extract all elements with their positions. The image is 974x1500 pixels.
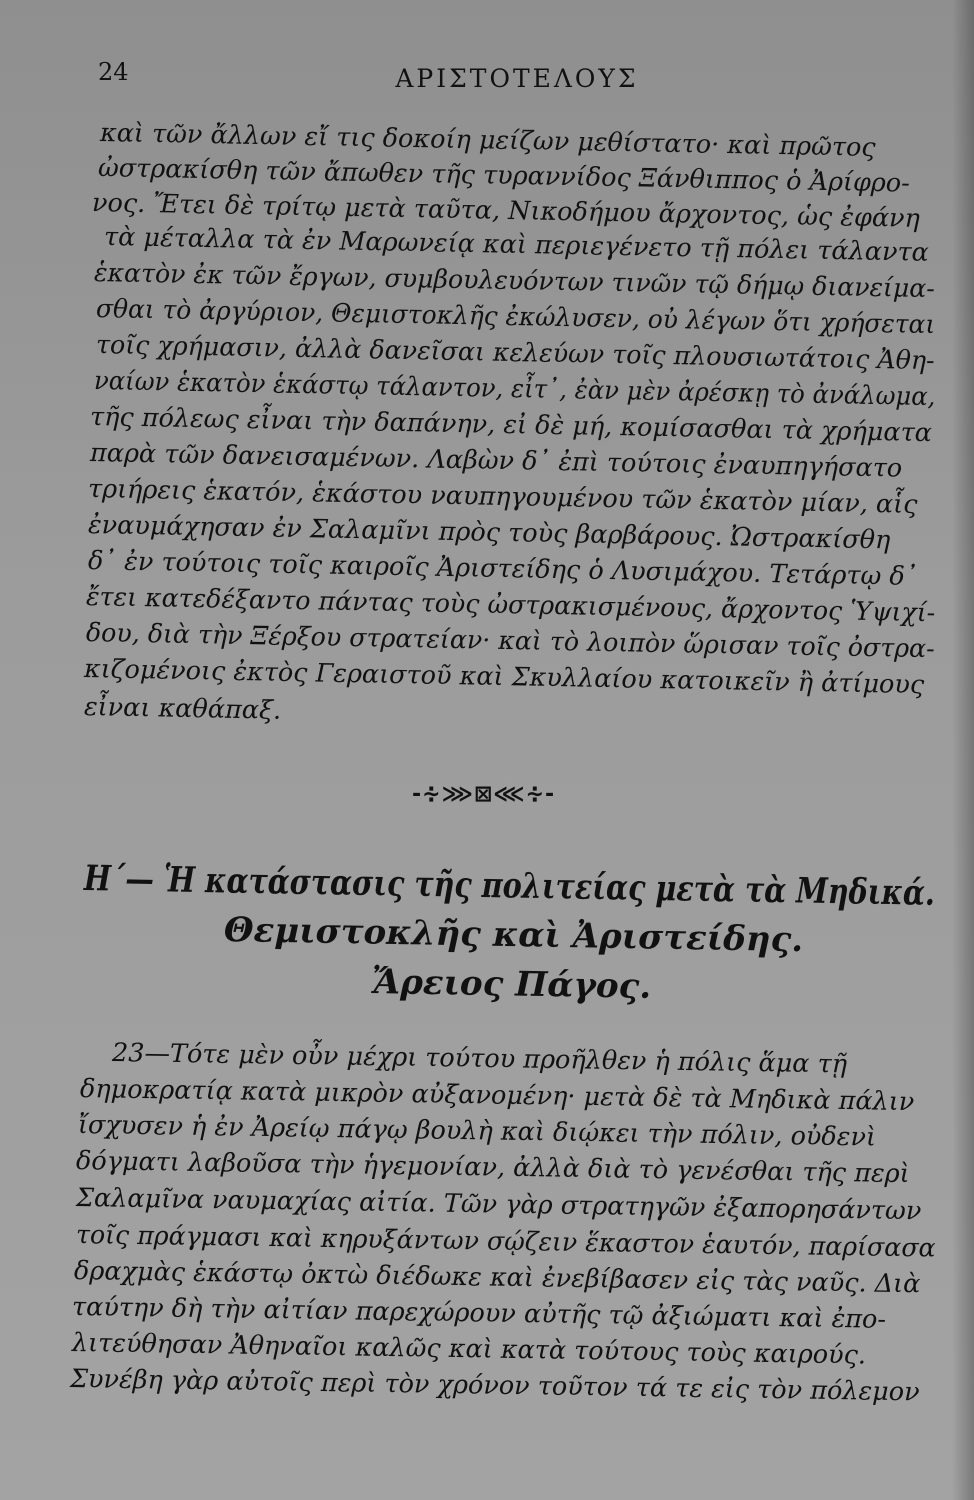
text-line: ὠστρακίσθη τῶν ἄπωθεν τῆς τυραννίδος Ξάνθιππος ὁ Ἀρίφρο- [97,153,911,199]
text-line: εἶναι καθάπαξ. [83,692,282,726]
text-line: σθαι τὸ ἀργύριον, Θεμιστοκλῆς ἐκώλυσεν, οὐ λέγων ὅτι χρήσεται [95,294,936,341]
text-line: ναίων ἑκατὸν ἑκάστῳ τάλαντον, εἶτ᾽, ἐὰν μὲν ἀρέσκῃ τὸ ἀνάλωμα, [93,366,936,413]
text-line: ἔτει κατεδέξαντο πάντας τοὺς ὠστρακισμένους, ἄρχοντος Ὑψιχί- [85,582,936,629]
heading-line-1: Η΄— Ἡ κατάστασις τῆς πολιτείας μετὰ τὰ Μηδικά. [83,858,936,914]
text-line: τοῖς πράγμασι καὶ κηρυξάντων σῴζειν ἕκαστον ἑαυτόν, παρίσασα [75,1220,936,1264]
text-line: λιτεύθησαν Ἀθηναῖοι καλῶς καὶ κατὰ τούτους τοὺς καιρούς. [71,1328,867,1371]
text-line: δ᾽ ἐν τούτοις τοῖς καιροῖς Ἀριστείδης ὁ Λυσιμάχου. Τετάρτῳ δ᾽ [87,546,918,592]
text-line: δου, διὰ τὴν Ξέρξου στρατείαν· καὶ τὸ λοιπὸν ὥρισαν τοῖς ὀστρα- [85,618,935,665]
page-edge-shadow [952,0,974,1500]
text-line: νος. Ἔτει δὲ τρίτῳ μετὰ ταῦτα, Νικοδήμου ἄρχοντος, ὡς ἐφάνη [91,188,921,234]
text-line: ἐναυμάχησαν ἐν Σαλαμῖνι πρὸς τοὺς βαρβάρους. Ὠστρακίσθη [87,510,891,556]
ornamental-divider: -∻⋙⊠⋘∻- [412,782,556,807]
text-line: κιζομένοις ἐκτὸς Γεραιστοῦ καὶ Σκυλλαίου κατοικεῖν ἢ ἀτίμους [83,654,925,701]
text-line: παρὰ τῶν δανεισαμένων. Λαβὼν δ᾽ ἐπὶ τούτοις ἐναυπηγήσατο [89,438,903,484]
text-line: Συνέβη γὰρ αὐτοῖς περὶ τὸν χρόνον τοῦτον τά τε εἰς τὸν πόλεμον [69,1364,920,1408]
running-head: ΑΡΙΣΤΟΤΕΛΟΥΣ [395,64,639,93]
text-line: ταύτην δὴ τὴν αἰτίαν παρεχώρουν αὐτῆς τῷ ἀξιώματι καὶ ἐπο- [71,1292,887,1335]
text-line: τὰ μέταλλα τὰ ἐν Μαρωνείᾳ καὶ περιεγένετο τῇ πόλει τάλαντα [103,222,930,268]
text-line: καὶ τῶν ἄλλων εἴ τις δοκοίη μείζων μεθίστατο· καὶ πρῶτος [99,118,876,163]
text-line: δραχμὰς ἑκάστῳ ὀκτὼ διέδωκε καὶ ἐνεβίβασεν εἰς τὰς ναῦς. Διὰ [73,1256,921,1300]
text-line: ἑκατὸν ἐκ τῶν ἔργων, συμβουλευόντων τινῶν τῷ δήμῳ διανείμα- [93,258,936,305]
page-number: 24 [98,58,129,86]
text-line: ἴσχυσεν ἡ ἐν Ἀρείῳ πάγῳ βουλὴ καὶ διῴκει τὴν πόλιν, οὐδενὶ [77,1110,877,1153]
text-line: δημοκρατίᾳ κατὰ μικρὸν αὐξανομένη· μετὰ δὲ τὰ Μηδικὰ πάλιν [79,1074,915,1118]
text-line: τῆς πόλεως εἶναι τὴν δαπάνην, εἰ δὲ μή, κομίσασθαι τὰ χρήματα [89,402,933,449]
heading-line-3: Ἄρειος Πάγος. [371,962,652,1007]
text-line: Σαλαμῖνα ναυμαχίας αἰτία. Τῶν γὰρ στρατηγῶν ἐξαπορησάντων [75,1183,922,1227]
text-line: 23—Τότε μὲν οὖν μέχρι τούτου προῆλθεν ἡ πόλις ἅμα τῇ [111,1038,848,1080]
text-line: τριήρεις ἑκατόν, ἑκάστου ναυπηγουμένου τῶν ἑκατὸν μίαν, αἷς [87,474,918,520]
text-line: δόγματι λαβοῦσα τὴν ἡγεμονίαν, ἀλλὰ διὰ τὸ γενέσθαι τῆς περὶ [75,1146,910,1190]
heading-line-2: Θεμιστοκλῆς καὶ Ἀριστείδης. [223,910,804,961]
text-line: τοῖς χρήμασιν, ἀλλὰ δανεῖσαι κελεύων τοῖς πλουσιωτάτοις Ἀθη- [95,330,935,377]
